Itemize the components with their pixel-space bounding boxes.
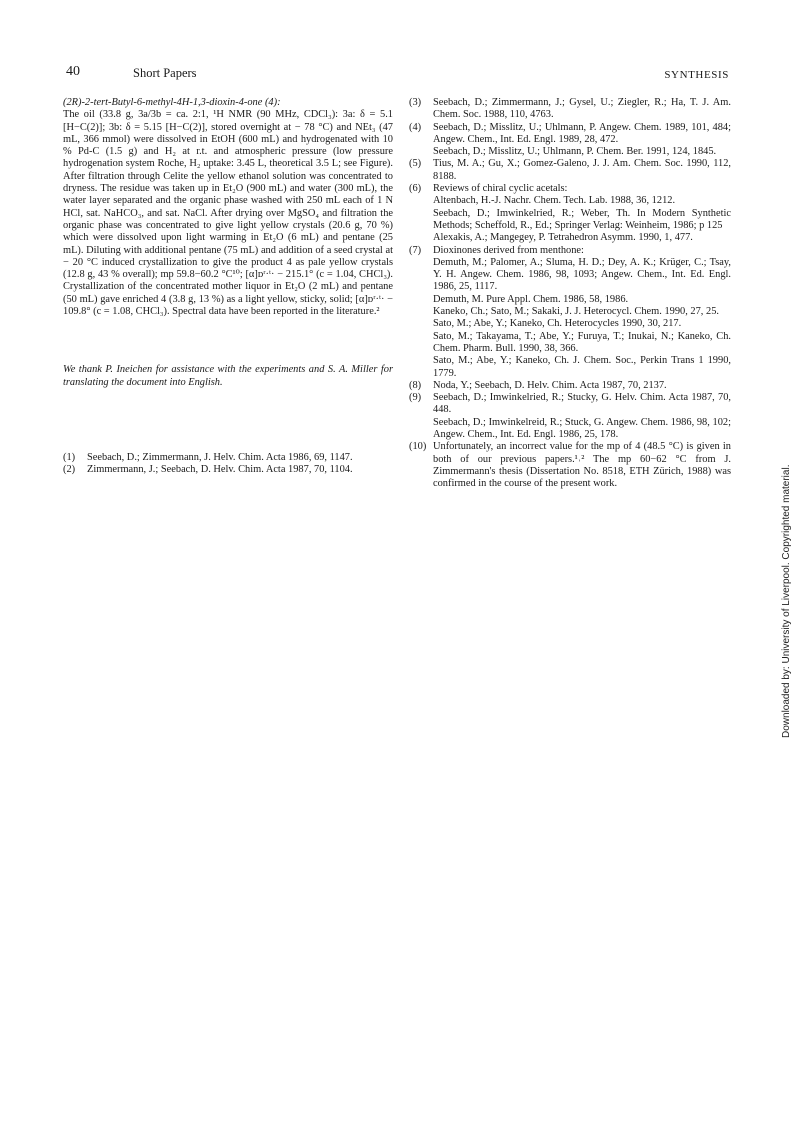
right-column — [409, 97, 731, 491]
reference-line: Sato, M.; Abe, Y.; Kaneko, Ch. J. Chem. Soc., Perkin Trans 1 1990, 1779. — [433, 355, 731, 379]
reference-text — [433, 392, 731, 441]
reference-text — [433, 122, 731, 159]
reference-number: (2) — [63, 464, 76, 476]
reference-item — [409, 183, 731, 244]
reference-line: Seebach, D.; Imwinkelried, R.; Weber, Th. In Modern Synthetic Methods; Scheffold, R., Ed.; Springer Verlag: Weinheim, 1986; p 125 — [433, 207, 731, 231]
reference-item — [63, 452, 393, 464]
reference-item — [63, 464, 393, 476]
reference-number: (4) — [409, 121, 422, 133]
reference-line: Alexakis, A.; Mangegey, P. Tetrahedron Asymm. 1990, 1, 477. — [433, 232, 693, 244]
reference-line: Sato, M.; Takayama, T.; Abe, Y.; Furuya, T.; Inukai, N.; Kaneko, Ch. Chem. Pharm. Bull. 1990, 38, 366. — [433, 330, 731, 354]
reference-text — [87, 464, 393, 476]
reference-number: (6) — [409, 183, 422, 195]
references-left — [63, 452, 393, 477]
reference-text — [87, 452, 393, 464]
reference-item — [409, 122, 731, 159]
reference-number: (10) — [409, 441, 427, 453]
reference-line: Demuth, M. Pure Appl. Chem. 1986, 58, 1986. — [433, 293, 629, 305]
journal-name: SYNTHESIS — [664, 69, 729, 81]
reference-text — [433, 441, 731, 490]
acknowledgement: We thank P. Ineichen for assistance with the experiments and S. A. Miller for translating the document into English. — [63, 364, 393, 388]
reference-line: Seebach, D.; Imwinkelried, R.; Stucky, G. Helv. Chim. Acta 1987, 70, 448. — [433, 392, 731, 416]
reference-item — [409, 392, 731, 441]
reference-line: Kaneko, Ch.; Sato, M.; Sakaki, J. J. Heterocycl. Chem. 1990, 27, 25. — [433, 306, 719, 318]
reference-item — [409, 97, 731, 122]
procedure-paragraph: The oil (33.8 g, 3a/3b = ca. 2:1, ¹H NMR (90 MHz, CDCl₃): 3a: δ = 5.1 [H−C(2)]; 3b: δ = 5.15 [H−C(2)], stored overnight at − 78 °C) and NEt₃ (47 mL, 366 mmol) were dissolved in EtOH (600 mL) and hydrogenated with 10 % Pd-C (1.5 g) and H₂ at r.t. and atmospheric pressure (low pressure hydrogenation system Roche, H₂ uptake: 3.45 L, theoretical 3.5 L; see Figure). After filtration through Celite the yellow ethanol solution was concentrated to dryness. The residue was taken up in Et₂O (900 mL) and water (300 mL), the water layer separated and the organic phase washed with 250 mL each of 1 N HCl, sat. NaHCO₃, and sat. NaCl. After drying over MgSO₄ and filtration the organic phase was concentrated to give light yellow crystals (20.6 g, 70 %) which were dissolved upon light warming in Et₂O (6 mL) and pentane (25 mL). Diluting with additional pentane (75 mL) and addition of a seed crystal at − 20 °C induced crystallization to give the product 4 as pale yellow crystals (12.8 g, 43 % overall); mp 59.8−60.2 °C¹⁰; [α]ᴅʳ·ᵗ· − 215.1° (c = 1.04, CHCl₃). Crystallization of the concentrated mother liquor in Et₂O (2 mL) and pentane (50 mL) gave enriched 4 (3.8 g, 13 %) as a light yellow, sticky, solid; [α]ᴅʳ·ᵗ· − 109.8° (c = 1.08, CHCl₃). Spectral data have been reported in the literature.² — [63, 109, 393, 318]
reference-number: (5) — [409, 158, 422, 170]
reference-item — [409, 441, 731, 490]
reference-item — [409, 380, 731, 392]
reference-number: (3) — [409, 97, 422, 108]
running-title: Short Papers — [133, 66, 197, 80]
reference-line: Altenbach, H.-J. Nachr. Chem. Tech. Lab. 1988, 36, 1212. — [433, 195, 676, 207]
reference-text — [433, 245, 731, 380]
reference-line: Seebach, D.; Zimmermann, J. Helv. Chim. Acta 1986, 69, 1147. — [87, 451, 353, 463]
reference-line: Seebach, D.; Misslitz, U.; Uhlmann, P. Angew. Chem. 1989, 101, 484; Angew. Chem., Int. Ed. Engl. 1989, 28, 472. — [433, 121, 731, 145]
page-number: 40 — [66, 64, 80, 79]
reference-item — [409, 158, 731, 183]
reference-number: (7) — [409, 244, 422, 256]
references-right — [409, 97, 731, 491]
reference-line: Seebach, D.; Misslitz, U.; Uhlmann, P. Chem. Ber. 1991, 124, 1845. — [433, 146, 717, 158]
download-notice: Downloaded by: University of Liverpool. Copyrighted material. — [781, 464, 792, 738]
reference-text — [433, 158, 731, 183]
reference-line: Zimmermann, J.; Seebach, D. Helv. Chim. Acta 1987, 70, 1104. — [87, 464, 353, 476]
reference-number: (8) — [409, 379, 422, 391]
reference-number: (1) — [63, 451, 76, 463]
compound-heading: (2R)-2-tert-Butyl-6-methyl-4H-1,3-dioxin-4-one (4): — [63, 97, 281, 108]
reference-line: Seebach, D.; Zimmermann, J.; Gysel, U.; Ziegler, R.; Ha, T. J. Am. Chem. Soc. 1988, 110, 4763. — [433, 97, 731, 121]
reference-line: Tius, M. A.; Gu, X.; Gomez-Galeno, J. J. Am. Chem. Soc. 1990, 112, 8188. — [433, 158, 731, 182]
reference-text — [433, 380, 731, 392]
reference-text — [433, 97, 731, 122]
reference-text — [433, 183, 731, 244]
reference-line: Seebach, D.; Imwinkelreid, R.; Stuck, G. Angew. Chem. 1986, 98, 102; Angew. Chem., Int. Ed. Engl. 1986, 25, 178. — [433, 416, 731, 441]
reference-line: Dioxinones derived from menthone: — [433, 244, 584, 256]
reference-line: Demuth, M.; Palomer, A.; Sluma, H. D.; Dey, A. K.; Krüger, C.; Tsay, Y. H. Angew. Chem. 1986, 98, 1093; Angew. Chem., Int. Ed. Engl. 1986, 25, 1117. — [433, 256, 731, 293]
reference-item — [409, 245, 731, 380]
reference-line: Sato, M.; Abe, Y.; Kaneko, Ch. Heterocycles 1990, 30, 217. — [433, 318, 682, 330]
reference-number: (9) — [409, 392, 422, 404]
reference-line: Noda, Y.; Seebach, D. Helv. Chim. Acta 1987, 70, 2137. — [433, 379, 667, 391]
left-column — [63, 97, 393, 477]
reference-line: Unfortunately, an incorrect value for the mp of 4 (48.5 °C) is given in both of our previous papers.¹˒² The mp 60−62 °C from J. Zimmermann's thesis (Dissertation No. 8518, ETH Zürich, 1988) was confirmed in the course of the present work. — [433, 441, 731, 490]
reference-line: Reviews of chiral cyclic acetals: — [433, 183, 568, 195]
